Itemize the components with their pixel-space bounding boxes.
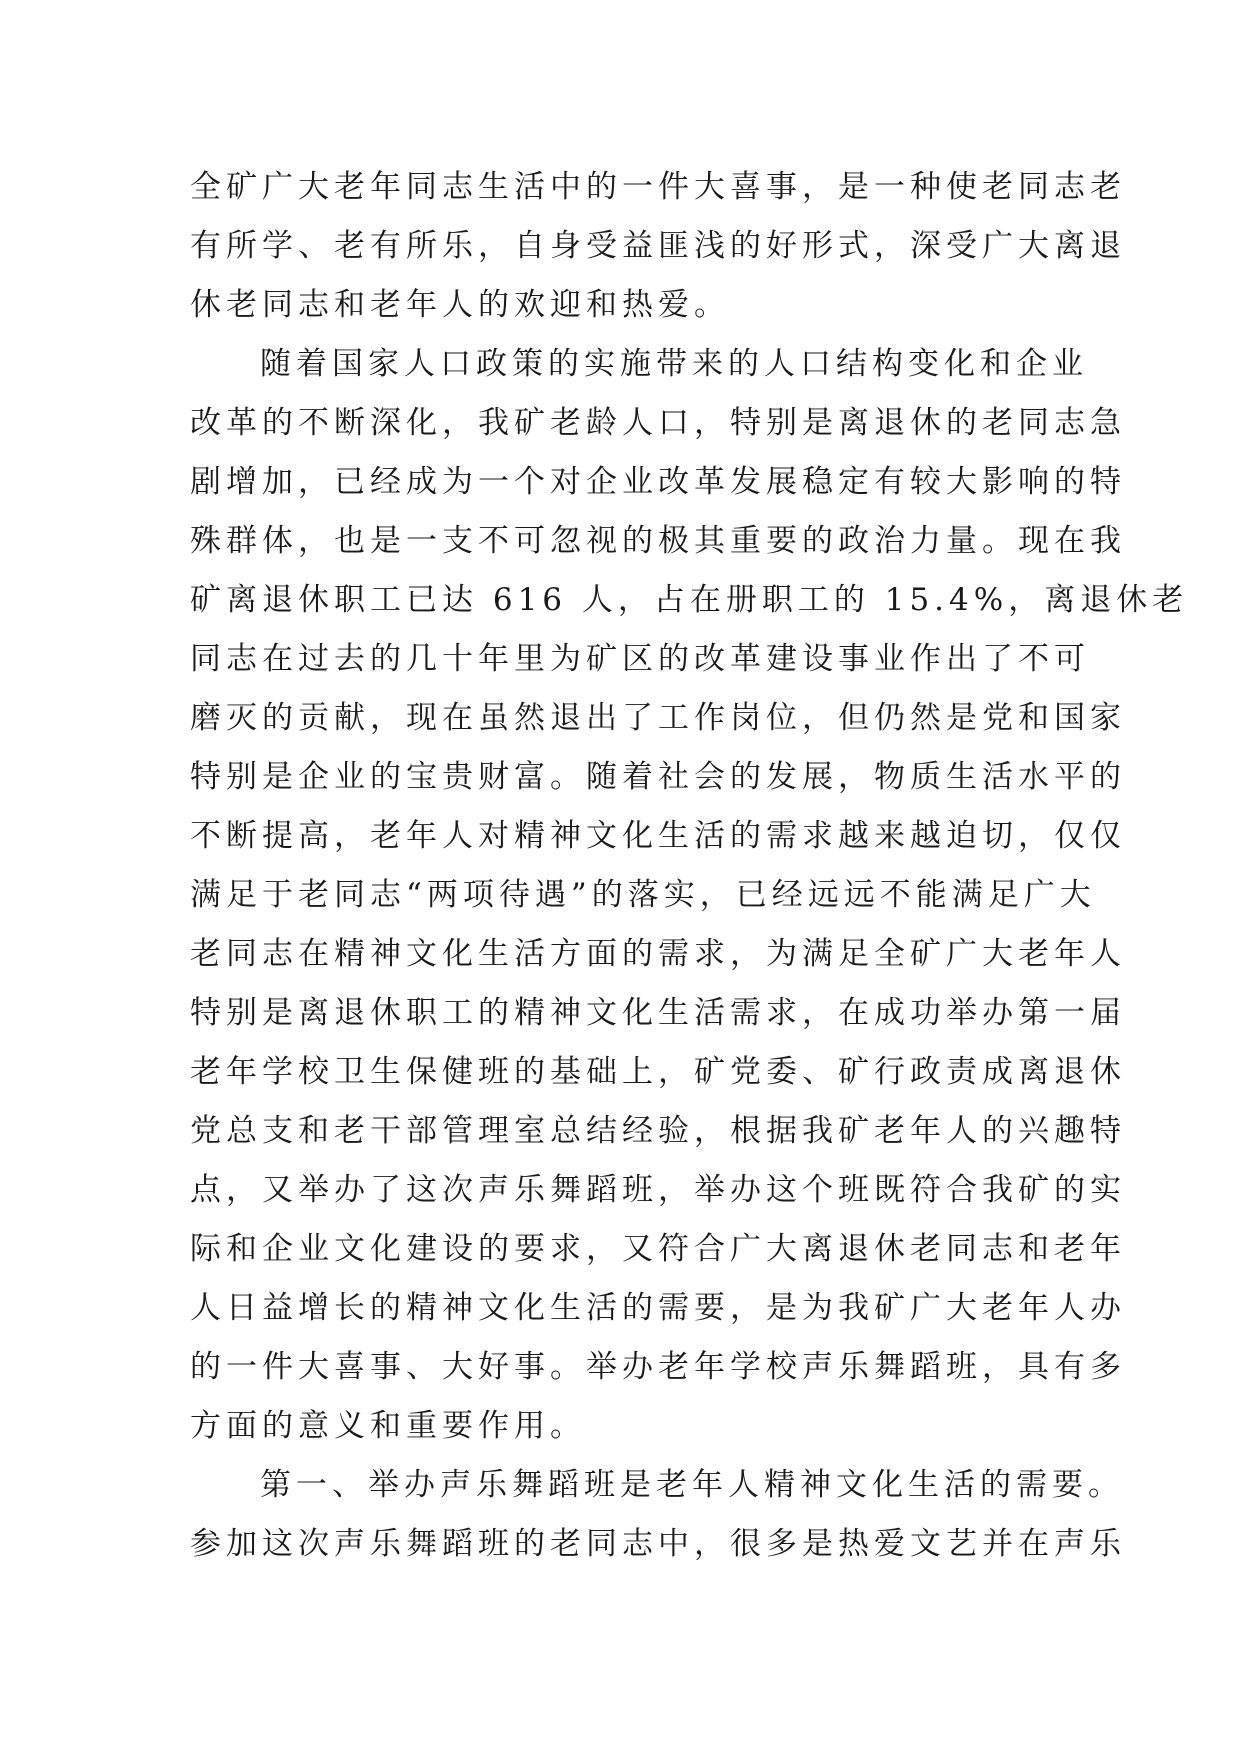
paragraph-start-line: 随着国家人口政策的实施带来的人口结构变化和企业 [260,346,1088,382]
text-line: 不断提高，老年人对精神文化生活的需求越来越迫切，仅仅 [190,818,1126,854]
text-line: 人日益增长的精神文化生活的需要，是为我矿广大老年人办 [190,1290,1126,1326]
text-line: 同志在过去的几十年里为矿区的改革建设事业作出了不可 [190,641,1090,677]
text-line: 的一件大喜事、大好事。举办老年学校声乐舞蹈班，具有多 [190,1349,1126,1385]
text-line: 特别是离退休职工的精神文化生活需求，在成功举办第一届 [190,995,1126,1031]
text-line: 党总支和老干部管理室总结经验，根据我矿老年人的兴趣特 [190,1113,1126,1149]
text-line: 参加这次声乐舞蹈班的老同志中，很多是热爱文艺并在声乐 [190,1526,1126,1562]
text-line: 方面的意义和重要作用。 [190,1408,586,1444]
text-line: 特别是企业的宝贵财富。随着社会的发展，物质生活水平的 [190,759,1126,795]
text-line: 磨灭的贡献，现在虽然退出了工作岗位，但仍然是党和国家 [190,700,1126,736]
text-line: 休老同志和老年人的欢迎和热爱。 [190,287,730,323]
text-line: 老年学校卫生保健班的基础上，矿党委、矿行政责成离退休 [190,1054,1126,1090]
text-line: 点，又举办了这次声乐舞蹈班，举办这个班既符合我矿的实 [190,1172,1126,1208]
text-line: 全矿广大老年同志生活中的一件大喜事，是一种使老同志老 [190,169,1126,205]
text-line: 满足于老同志“两项待遇”的落实，已经远远不能满足广大 [190,877,1096,913]
text-line: 际和企业文化建设的要求，又符合广大离退休老同志和老年 [190,1231,1126,1267]
text-line: 有所学、老有所乐，自身受益匪浅的好形式，深受广大离退 [190,228,1126,264]
text-line: 老同志在精神文化生活方面的需求，为满足全矿广大老年人 [190,936,1126,972]
text-line: 殊群体，也是一支不可忽视的极其重要的政治力量。现在我 [190,523,1126,559]
text-line: 剧增加，已经成为一个对企业改革发展稳定有较大影响的特 [190,464,1126,500]
text-line: 矿离退休职工已达 616 人，占在册职工的 15.4%，离退休老 [190,582,1189,618]
paragraph-start-line: 第一、举办声乐舞蹈班是老年人精神文化生活的需要。 [260,1467,1124,1503]
text-line: 改革的不断深化，我矿老龄人口，特别是离退休的老同志急 [190,405,1126,441]
body-text [190,158,1189,1574]
